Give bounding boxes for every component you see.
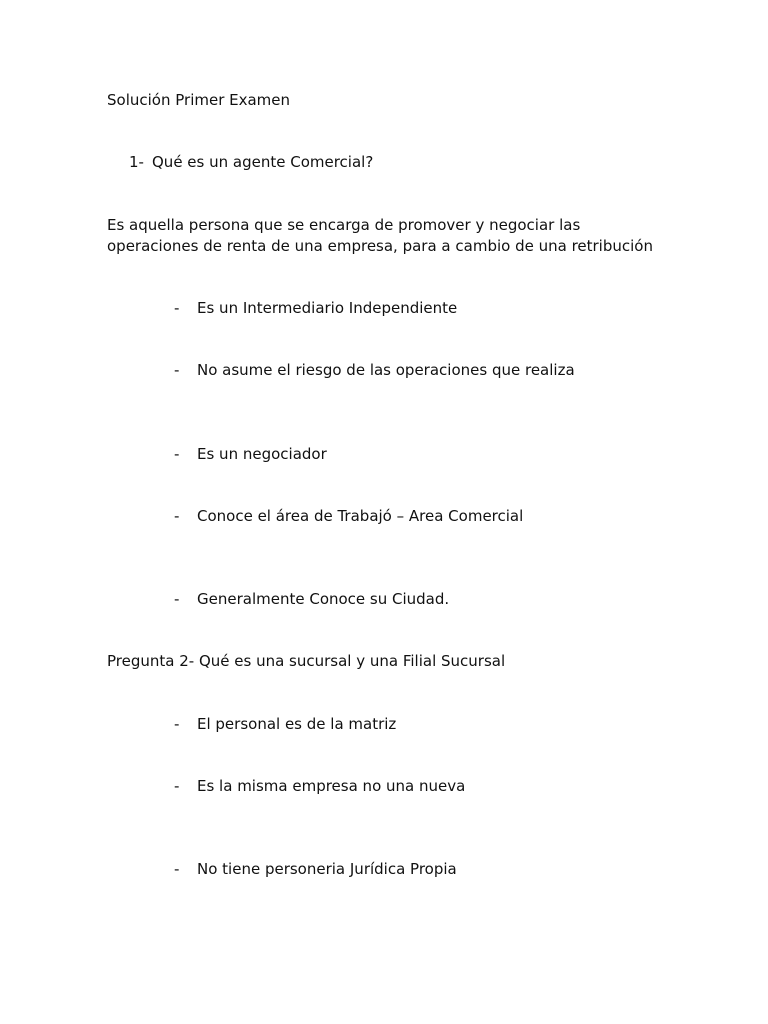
question-1-text: Qué es un agente Comercial? <box>152 153 374 171</box>
answer-1-line-2: operaciones de renta de una empresa, para a cambio de una retribución <box>107 237 653 255</box>
list-item-text: Es un Intermediario Independiente <box>197 299 458 317</box>
bullet-marker: - <box>174 445 180 463</box>
question-2: Pregunta 2- Qué es una sucursal y una Filial Sucursal <box>107 652 506 670</box>
question-1-number: 1- <box>129 153 144 171</box>
list-item <box>174 444 694 465</box>
list-item <box>174 776 694 797</box>
bullet-marker: - <box>174 361 180 379</box>
list-item <box>174 506 694 527</box>
list-item-text: El personal es de la matriz <box>197 715 397 733</box>
list-item <box>174 859 694 880</box>
bullet-marker: - <box>174 715 180 733</box>
bullet-marker: - <box>174 860 180 878</box>
list-item <box>174 298 694 319</box>
list-item-text: Es un negociador <box>197 445 327 463</box>
bullet-marker: - <box>174 507 180 525</box>
list-item-text: No tiene personeria Jurídica Propia <box>197 860 457 878</box>
bullet-marker: - <box>174 299 180 317</box>
bullet-marker: - <box>174 777 180 795</box>
answer-1-paragraph <box>107 215 707 257</box>
list-item-text: Conoce el área de Trabajó – Area Comercial <box>197 507 524 525</box>
list-item-text: No asume el riesgo de las operaciones que realiza <box>197 361 575 379</box>
list-item-text: Generalmente Conoce su Ciudad. <box>197 590 450 608</box>
bullet-marker: - <box>174 590 180 608</box>
document-title: Solución Primer Examen <box>107 91 291 109</box>
list-item <box>174 360 694 381</box>
answer-1-line-1: Es aquella persona que se encarga de promover y negociar las <box>107 216 581 234</box>
question-1 <box>129 152 373 173</box>
list-item <box>174 714 694 735</box>
list-item <box>174 589 694 610</box>
list-item-text: Es la misma empresa no una nueva <box>197 777 466 795</box>
